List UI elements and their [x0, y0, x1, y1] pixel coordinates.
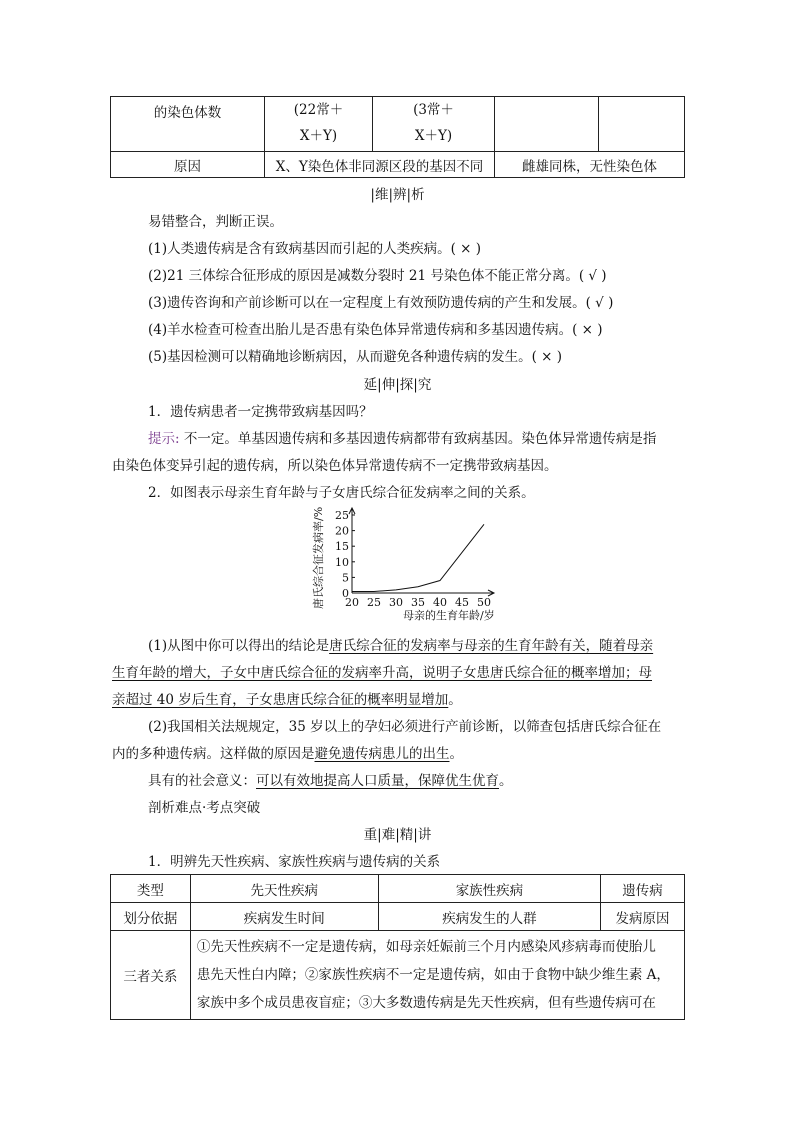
answer-underlined: 避免遗传病患儿的出生	[314, 746, 450, 762]
answer-underlined: 生育年龄的增大，子女中唐氏综合征的发病率升高，说明子女患唐氏综合征的概率增加；母	[112, 665, 652, 681]
answer-line	[148, 769, 513, 789]
hint-text: 不一定。单基因遗传病和多基因遗传病都带有致病基因。染色体异常遗传病是指	[179, 431, 657, 447]
question: 1．遗传病患者一定携带致病基因吗？	[148, 404, 373, 420]
table-cell: 发病原因	[601, 903, 685, 931]
answer-text: (2)我国相关法规规定，35 岁以上的孕妇必须进行产前诊断，以筛查包括唐氏综合征在	[148, 719, 662, 735]
x-tick-label: 50	[477, 596, 491, 609]
answer-text: 。	[449, 746, 463, 762]
section-title: 延|伸|探|究	[363, 377, 432, 393]
table-header: 先天性疾病	[190, 875, 378, 903]
cell-text: 患先天性白内障；②家族性疾病不一定是遗传病，如由于食物中缺少维生素 A，	[196, 967, 670, 983]
cell-text: X、Y染色体非同源区段的基因不同	[275, 158, 484, 175]
hint-paragraph	[148, 427, 656, 447]
judgement-item: (3)遗传咨询和产前诊断可以在一定程度上有效预防遗传病的产生和发展。( √ )	[148, 295, 614, 311]
table-cell	[111, 152, 265, 178]
section-title: 重|难|精|讲	[363, 827, 432, 843]
table-cell	[265, 152, 495, 178]
table-cell	[599, 97, 685, 152]
section-heading: 剖析难点·考点突破	[148, 800, 261, 816]
chart-axes	[349, 508, 494, 596]
cell-text: (3常＋	[413, 102, 454, 118]
cell-text: X＋Y)	[414, 128, 453, 144]
table-cell: 划分依据	[111, 903, 191, 931]
cell-text: (22常＋	[293, 102, 344, 118]
answer-text: 具有的社会意义：	[148, 773, 256, 789]
answer-underlined: 唐氏综合征的发病率与母亲的生育年龄有关，随着母亲	[329, 638, 654, 654]
judgement-item: (1)人类遗传病是含有致病基因而引起的人类疾病。( × )	[148, 241, 482, 257]
table-header: 遗传病	[601, 875, 685, 903]
x-tick-label: 20	[345, 596, 359, 609]
judgement-item: (5)基因检测可以精确地诊断病因，从而避免各种遗传病的发生。( × )	[148, 349, 563, 365]
judgement-item: (2)21 三体综合征形成的原因是减数分裂时 21 号染色体不能正常分离。( √ )	[148, 268, 607, 284]
y-tick-label: 5	[342, 571, 349, 585]
table-cell	[495, 152, 685, 178]
y-tick-label: 0	[342, 587, 349, 600]
table-cell	[190, 931, 684, 1020]
x-tick-label: 45	[455, 596, 469, 609]
question: 1．明辨先天性疾病、家族性疾病与遗传病的关系	[148, 854, 441, 870]
hint-label: 提示:	[148, 431, 180, 447]
section-title: |维|辨|析	[370, 187, 425, 203]
table-cell	[495, 97, 599, 152]
x-tick-label: 40	[433, 596, 447, 609]
judgement-item: (4)羊水检查可检查出胎儿是否患有染色体异常遗传病和多基因遗传病。( × )	[148, 322, 603, 338]
answer-underlined: 可以有效地提高人口质量，保障优生优育	[256, 773, 499, 789]
row-label: 的染色体数	[153, 105, 222, 121]
series-line	[352, 524, 484, 591]
cell-text: 雌雄同株，无性染色体	[522, 158, 657, 175]
hint-text: 由染色体变异引起的遗传病，所以染色体异常遗传病不一定携带致病基因。	[112, 458, 558, 474]
x-axis-label: 母亲的生育年龄/岁	[403, 609, 495, 622]
table-cell	[265, 97, 373, 152]
x-tick-label: 30	[389, 596, 403, 609]
table-cell: 疾病发生的人群	[378, 903, 600, 931]
series-group	[352, 524, 484, 591]
answer-line	[112, 742, 463, 762]
table-cell: 疾病发生时间	[190, 903, 378, 931]
line-chart	[312, 505, 502, 623]
x-tick-label: 25	[367, 596, 381, 609]
answer-text: (1)从图中你可以得出的结论是	[148, 638, 330, 654]
x-tick-label: 35	[411, 596, 425, 609]
y-tick-label: 25	[335, 509, 349, 522]
top-table	[110, 96, 685, 178]
table-header: 类型	[111, 875, 191, 903]
row-label: 原因	[174, 158, 201, 175]
answer-text: 。	[499, 773, 513, 789]
y-tick-label: 10	[335, 555, 349, 569]
table-cell	[111, 97, 265, 152]
cell-text: ①先天性疾病不一定是遗传病，如母亲妊娠前三个月内感染风疹病毒而使胎儿	[196, 939, 656, 955]
y-axis-label: 唐氏综合征发病率/%	[312, 506, 325, 609]
comparison-table	[110, 874, 685, 1020]
y-tick-label: 20	[335, 524, 349, 538]
table-cell: 三者关系	[111, 931, 191, 1020]
table-cell	[373, 97, 495, 152]
question: 2．如图表示母亲生育年龄与子女唐氏综合征发病率之间的关系。	[148, 485, 535, 501]
table-header: 家族性疾病	[378, 875, 600, 903]
answer-text: 。	[448, 692, 462, 708]
answer-line	[112, 688, 462, 708]
answer-underlined: 亲超过 40 岁后生育，子女患唐氏综合征的概率明显增加	[112, 692, 449, 708]
cell-text: X＋Y)	[299, 128, 338, 144]
intro-text: 易错整合，判断正误。	[148, 214, 283, 230]
answer-text: 内的多种遗传病。这样做的原因是	[112, 746, 315, 762]
answer-line	[148, 634, 653, 654]
x-ticks	[345, 596, 491, 609]
cell-text: 家族中多个成员患夜盲症；③大多数遗传病是先天性疾病，但有些遗传病可在	[196, 995, 656, 1011]
y-tick-label: 15	[335, 540, 349, 554]
